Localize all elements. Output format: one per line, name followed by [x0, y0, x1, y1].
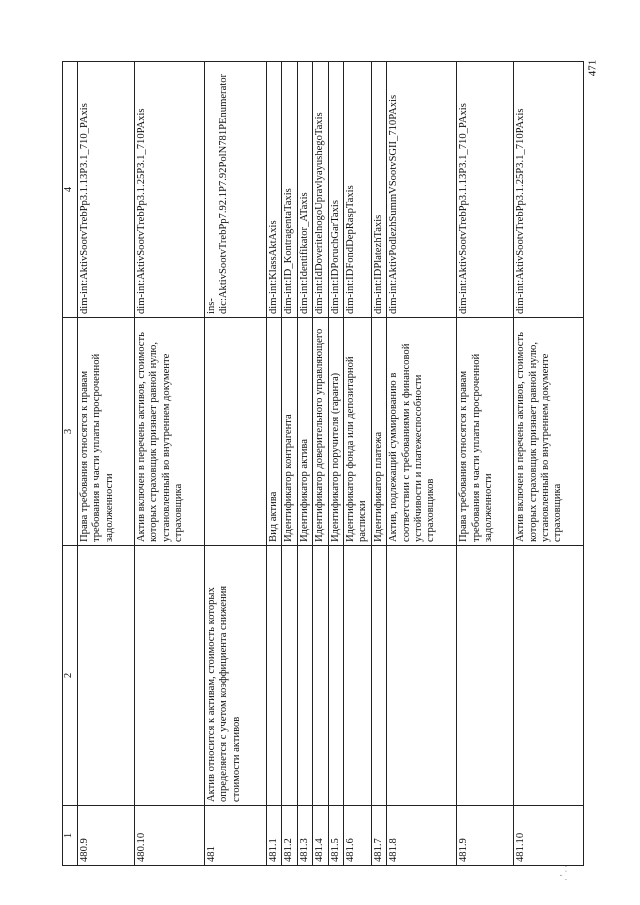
row-description — [205, 318, 267, 546]
row-description: Идентификатор поручителя (гаранта) — [328, 318, 343, 546]
row-group — [313, 546, 328, 806]
row-code: dim-int:IdDoveritelnogoUpravlyayushegoTaxis — [313, 62, 328, 318]
row-number: 481.1 — [267, 806, 282, 866]
row-description: Актив, подлежащий суммированию в соответствии с требованиями к финансовой устойчивости и платежеспособности страховщиков — [387, 318, 457, 546]
row-description: Идентификатор актива — [297, 318, 312, 546]
row-group — [457, 546, 514, 806]
row-number: 480.9 — [78, 806, 135, 866]
row-description: Актив включен в перечень активов, стоимость которых страховщик признает равной нулю, установленный во внутреннем документе страховщика — [514, 318, 584, 546]
row-group — [344, 546, 372, 806]
row-number: 480.10 — [135, 806, 205, 866]
row-number: 481.7 — [371, 806, 386, 866]
row-code: dim-int:IDPlatezhTaxis — [371, 62, 386, 318]
table-row — [297, 62, 312, 866]
row-description: Вид актива — [267, 318, 282, 546]
column-header: 4 — [63, 62, 78, 318]
row-number: 481.9 — [457, 806, 514, 866]
row-number: 481.4 — [313, 806, 328, 866]
column-header: 1 — [63, 806, 78, 866]
row-group — [371, 546, 386, 806]
row-group — [78, 546, 135, 806]
row-number: 481.5 — [328, 806, 343, 866]
table-row — [78, 62, 135, 866]
row-group — [267, 546, 282, 806]
row-description: Идентификатор доверительного управляющего — [313, 318, 328, 546]
row-code: dim-int:AktivSootvTrebPp3.1.25P3.1_710PAxis — [514, 62, 584, 318]
row-description: Идентификатор контрагента — [282, 318, 297, 546]
table-row — [313, 62, 328, 866]
row-description: Права требования относятся к правам требования в части уплаты просроченной задолженности — [457, 318, 514, 546]
row-number: 481 — [205, 806, 267, 866]
table-row — [514, 62, 584, 866]
row-code: dim-int:AktivSootvTrebPp3.1.13P3.1_710_PAxis — [78, 62, 135, 318]
table-row — [457, 62, 514, 866]
row-code: ins-dic:AktivSootvTrebPp7.92.1P7.92PolN781PEnumerator — [205, 62, 267, 318]
row-number: 481.10 — [514, 806, 584, 866]
row-group — [297, 546, 312, 806]
scan-mark: . ' . . — [558, 865, 569, 881]
row-code: dim-int:IDPoruchGarTaxis — [328, 62, 343, 318]
row-number: 481.2 — [282, 806, 297, 866]
row-group — [282, 546, 297, 806]
column-header: 3 — [63, 318, 78, 546]
row-group — [135, 546, 205, 806]
table-row — [328, 62, 343, 866]
row-code: dim-int:KlassAktAxis — [267, 62, 282, 318]
table-row — [267, 62, 282, 866]
row-code: dim-int:ID_KontragentaTaxis — [282, 62, 297, 318]
row-code: dim-int:IDFondDepRaspTaxis — [344, 62, 372, 318]
table-row — [135, 62, 205, 866]
row-description: Актив включен в перечень активов, стоимость которых страховщик признает равной нулю, установленный во внутреннем документе страховщика — [135, 318, 205, 546]
row-group — [387, 546, 457, 806]
row-group — [328, 546, 343, 806]
rotated-table-container — [62, 62, 564, 866]
row-code: dim-int:AktivSootvTrebPp3.1.13P3.1_710_PAxis — [457, 62, 514, 318]
table-row — [344, 62, 372, 866]
codes-table — [62, 61, 584, 866]
header-row — [63, 62, 78, 866]
table-row — [205, 62, 267, 866]
row-code: dim-int:AktivSootvTrebPp3.1.25P3.1_710PAxis — [135, 62, 205, 318]
table-row — [282, 62, 297, 866]
row-number: 481.8 — [387, 806, 457, 866]
row-description: Права требования относятся к правам требования в части уплаты просроченной задолженности — [78, 318, 135, 546]
page-number: 471 — [585, 59, 598, 77]
row-group — [514, 546, 584, 806]
table-row — [371, 62, 386, 866]
row-description: Идентификатор платежа — [371, 318, 386, 546]
row-number: 481.3 — [297, 806, 312, 866]
row-number: 481.6 — [344, 806, 372, 866]
table-row — [387, 62, 457, 866]
column-header: 2 — [63, 546, 78, 806]
row-code: dim-int:Identifikator_ATaxis — [297, 62, 312, 318]
row-group: Актив относится к активам, стоимость которых определяется с учетом коэффициента снижения стоимости активов — [205, 546, 267, 806]
row-description: Идентификатор фонда или депозитарной расписки — [344, 318, 372, 546]
row-code: dim-int:AktivPodlezhSummVSootvSGII_710PAxis — [387, 62, 457, 318]
